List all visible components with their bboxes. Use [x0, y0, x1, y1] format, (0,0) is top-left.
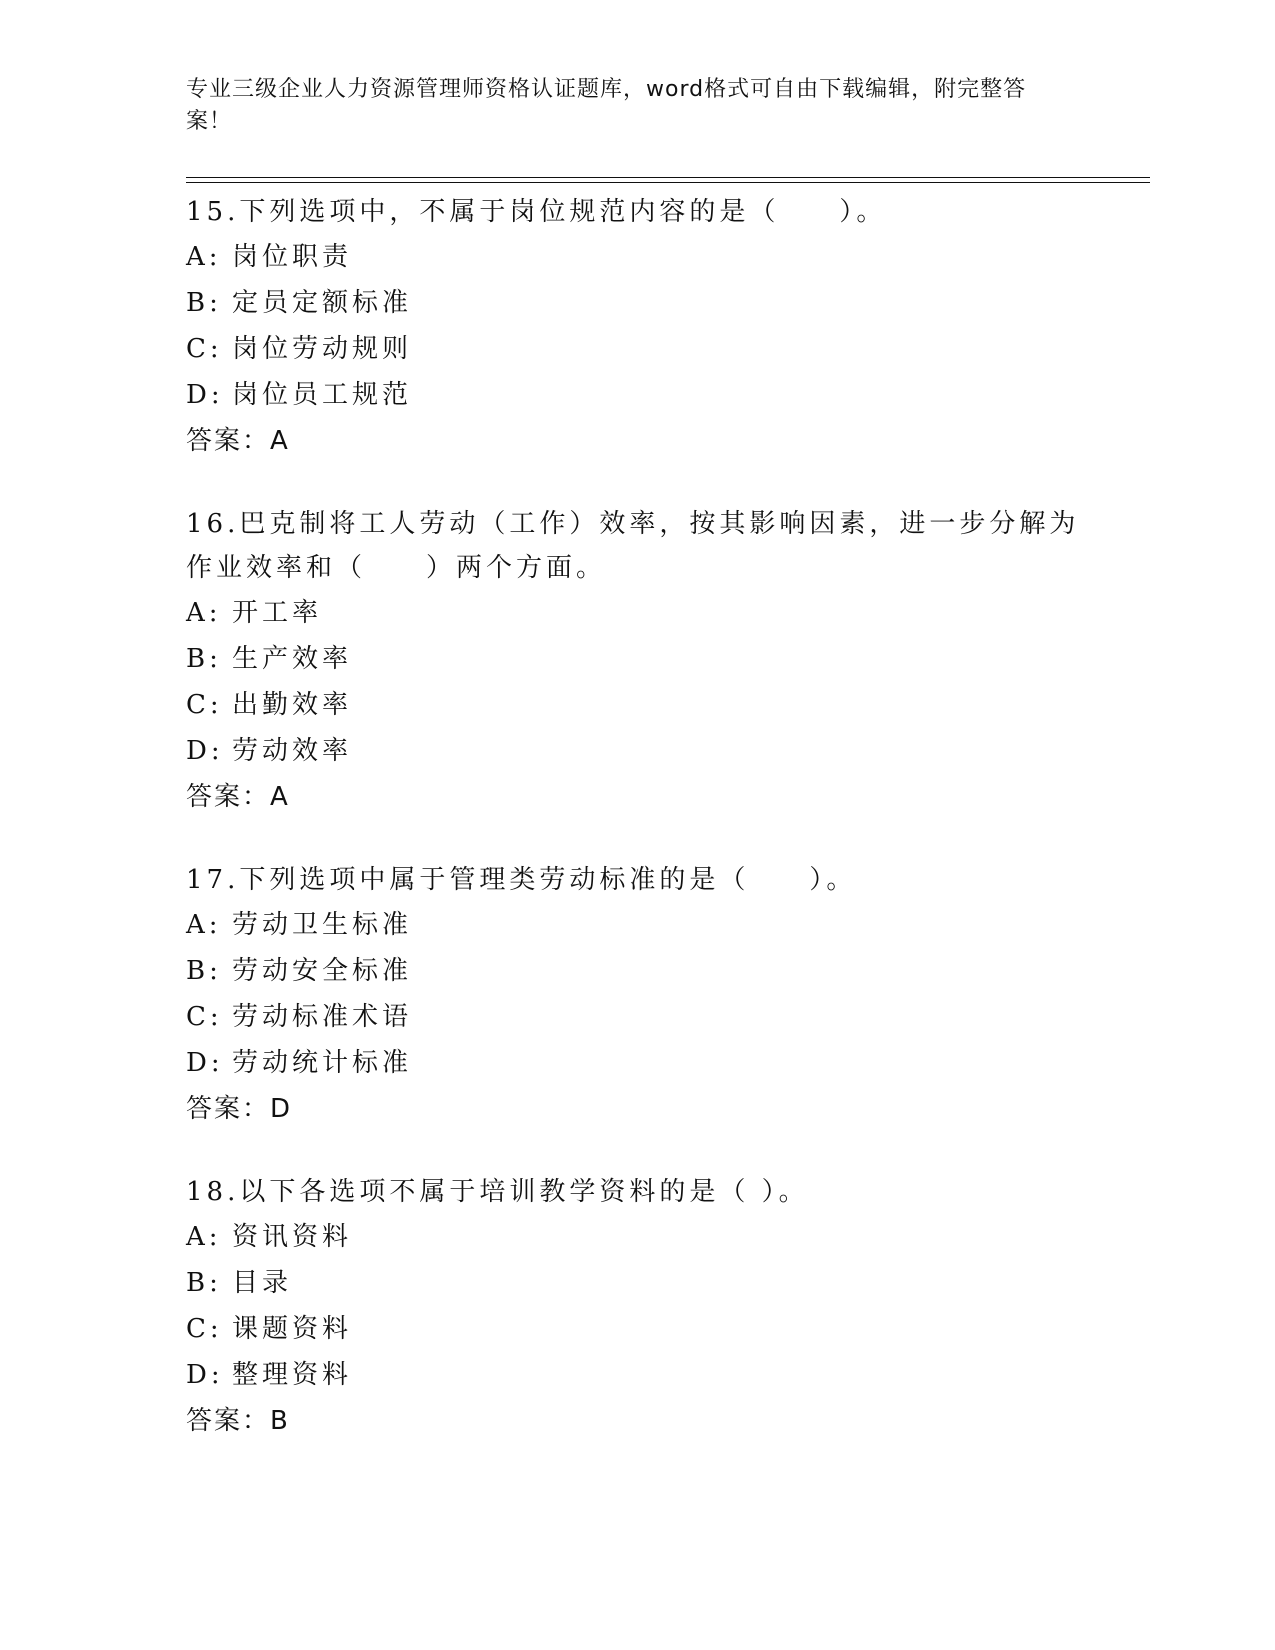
question-stem: 17.下列选项中属于管理类劳动标准的是（ ）。 — [186, 865, 857, 895]
option-key: A: — [186, 1222, 222, 1252]
option-key: B: — [186, 644, 222, 674]
option-text: 劳动安全标准 — [232, 956, 413, 986]
option-list — [186, 1214, 1086, 1398]
option-key: B: — [186, 1268, 222, 1298]
option-text: 整理资料 — [232, 1360, 353, 1390]
option-key: B: — [186, 956, 222, 986]
option-text: 资讯资料 — [232, 1222, 353, 1252]
question-stem: 18.以下各选项不属于培训教学资料的是（ ）。 — [186, 1177, 809, 1207]
question-17 — [186, 858, 1086, 1132]
option-key: D: — [186, 1360, 224, 1390]
header-divider-bottom — [186, 182, 1150, 183]
option-key: C: — [186, 1314, 223, 1344]
answer-line: 答案：A — [186, 426, 290, 456]
option-list — [186, 902, 1086, 1086]
option-c — [186, 682, 1086, 728]
option-a — [186, 1214, 1086, 1260]
option-key: D: — [186, 380, 224, 410]
option-list — [186, 590, 1086, 774]
option-key: A: — [186, 910, 222, 940]
option-c — [186, 1306, 1086, 1352]
option-d — [186, 372, 1086, 418]
question-16 — [186, 502, 1086, 820]
option-text: 岗位员工规范 — [232, 380, 413, 410]
option-b — [186, 948, 1086, 994]
option-text: 课题资料 — [232, 1314, 353, 1344]
option-key: A: — [186, 242, 222, 272]
option-c — [186, 326, 1086, 372]
option-text: 岗位劳动规则 — [232, 334, 413, 364]
option-key: A: — [186, 598, 222, 628]
option-a — [186, 234, 1086, 280]
document-header: 专业三级企业人力资源管理师资格认证题库，word格式可自由下载编辑，附完整答案！ — [186, 77, 1027, 134]
option-list — [186, 234, 1086, 418]
option-text: 劳动效率 — [232, 736, 353, 766]
option-text: 出勤效率 — [232, 690, 353, 720]
answer-line: 答案：D — [186, 1094, 293, 1124]
option-d — [186, 1040, 1086, 1086]
option-text: 劳动卫生标准 — [232, 910, 413, 940]
option-a — [186, 590, 1086, 636]
header-divider-top — [186, 177, 1150, 178]
option-b — [186, 1260, 1086, 1306]
option-text: 目录 — [232, 1268, 293, 1298]
option-b — [186, 636, 1086, 682]
option-key: B: — [186, 288, 222, 318]
option-a — [186, 902, 1086, 948]
question-18 — [186, 1170, 1086, 1444]
option-key: D: — [186, 736, 224, 766]
option-c — [186, 994, 1086, 1040]
option-text: 岗位职责 — [232, 242, 353, 272]
option-text: 生产效率 — [232, 644, 353, 674]
option-d — [186, 728, 1086, 774]
option-d — [186, 1352, 1086, 1398]
answer-line: 答案：B — [186, 1406, 290, 1436]
option-text: 劳动统计标准 — [232, 1048, 413, 1078]
question-list — [186, 190, 1086, 1482]
option-key: D: — [186, 1048, 224, 1078]
option-key: C: — [186, 1002, 223, 1032]
option-b — [186, 280, 1086, 326]
answer-line: 答案：A — [186, 782, 290, 812]
option-text: 定员定额标准 — [232, 288, 413, 318]
option-text: 劳动标准术语 — [232, 1002, 413, 1032]
option-key: C: — [186, 690, 223, 720]
option-key: C: — [186, 334, 223, 364]
option-text: 开工率 — [232, 598, 323, 628]
question-15 — [186, 190, 1086, 464]
question-stem: 15.下列选项中，不属于岗位规范内容的是（ ）。 — [186, 197, 887, 227]
question-stem: 16.巴克制将工人劳动（工作）效率，按其影响因素，进一步分解为作业效率和（ ）两个方面。 — [186, 509, 1080, 583]
